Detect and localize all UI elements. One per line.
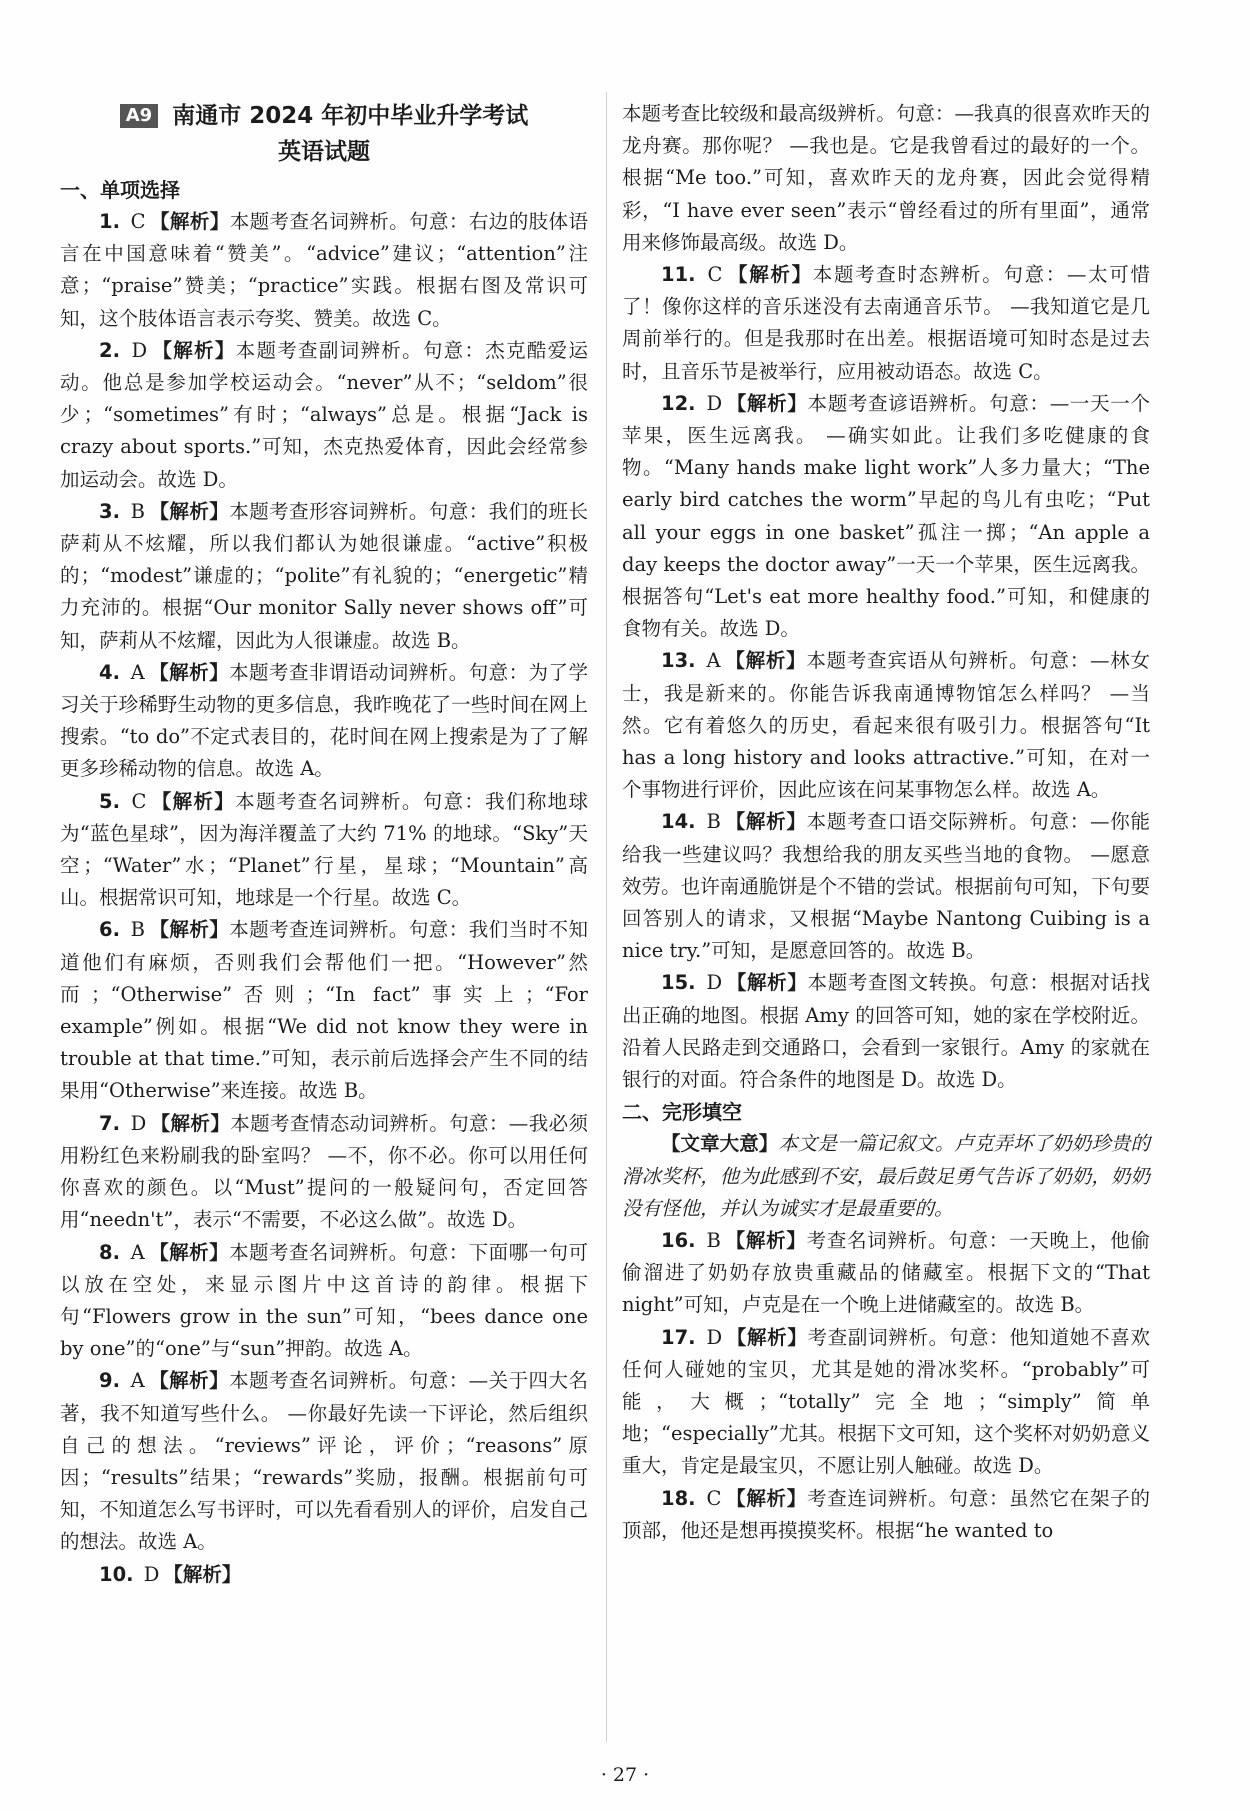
answer-letter: B [130, 918, 145, 942]
answer-item [60, 1365, 588, 1558]
analysis-text: 本题考查名词辨析。句意：—关于四大名著，我不知道写些什么。 —你最好先读一下评论，然后组织自己的想法。“reviews”评论，评价；“reasons”原因；“results”结果；“rewards”奖励，报酬。根据前句可知，不知道怎么写书评时，可以先看看别人的评价，启发自己的想法。故选 A。 [60, 1369, 588, 1554]
item-number: 8. [99, 1240, 120, 1264]
answer-item [60, 496, 588, 657]
answer-letter: B [706, 810, 721, 834]
analysis-tag: 【解析】 [724, 649, 807, 673]
analysis-tag: 【解析】 [163, 1562, 242, 1586]
answer-letter: A [130, 660, 145, 684]
analysis-tag: 【解析】 [725, 1486, 807, 1510]
answer-letter: C [131, 789, 147, 813]
answer-item [622, 1483, 1150, 1547]
answer-item [622, 806, 1150, 967]
item-number: 10. [99, 1562, 134, 1586]
section-badge: A9 [120, 104, 158, 128]
analysis-text: 本题考查图文转换。句意：根据对话找出正确的地图。根据 Amy 的回答可知，她的家在学校附近。沿着人民路走到交通路口，会看到一家银行。Amy 的家就在银行的对面。符合条件的地图是 D。故选 D。 [622, 971, 1150, 1092]
page-number: · 27 · [600, 1764, 650, 1786]
analysis-tag: 【解析】 [151, 338, 236, 362]
analysis-tag: 【解析】 [148, 1369, 230, 1393]
answer-item [60, 1237, 588, 1366]
article-summary [622, 1128, 1150, 1225]
analysis-tag: 【解析】 [148, 660, 230, 684]
analysis-text: 本题考查连词辨析。句意：我们当时不知道他们有麻烦，否则我们会帮他们一把。“However”然而；“Otherwise”否则；“In fact”事实上；“For example”例如。根据“We did not know they were in trouble at that time.”可知，表示前后选择会产生不同的结果用“Otherwise”来连接。故选 B。 [60, 918, 588, 1103]
right-column [622, 98, 1150, 1547]
answer-letter: D [131, 338, 148, 362]
analysis-text: 本题考查谚语辨析。句意：—一天一个苹果，医生远离我。 —确实如此。让我们多吃健康的食物。“Many hands make light work”人多力量大；“The early bird catches the worm”早起的鸟儿有虫吃；“Put all your eggs in one basket”孤注一掷；“An apple a day keeps the doctor away”一天一个苹果，医生远离我。根据答句“Let's eat more healthy food.”可知，和健康的食物有关。故选 D。 [622, 391, 1150, 641]
analysis-tag: 【解析】 [726, 971, 808, 995]
answer-item [60, 1108, 588, 1237]
analysis-tag: 【解析】 [724, 1228, 807, 1252]
item-number: 3. [99, 499, 120, 523]
item-number: 6. [99, 918, 120, 942]
column-divider [606, 92, 607, 1742]
answer-item [622, 1322, 1150, 1483]
answer-letter: D [706, 971, 723, 995]
item-number: 1. [99, 210, 120, 233]
answer-letter: C [130, 210, 146, 233]
answer-item [60, 1559, 588, 1591]
analysis-tag: 【解析】 [148, 918, 230, 942]
analysis-text: 本题考查名词辨析。句意：下面哪一句可以放在空处，来显示图片中这首诗的韵律。根据下句“Flowers grow in the sun”可知，“bees dance one by one”的“one”与“sun”押韵。故选 A。 [60, 1240, 588, 1361]
analysis-text: 本题考查比较级和最高级辨析。句意：—我真的很喜欢昨天的龙舟赛。那你呢？ —我也是。它是我曾看过的最好的一个。根据“Me too.”可知，喜欢昨天的龙舟赛，因此会觉得精彩，“I have ever seen”表示“曾经看过的所有里面”，通常用来修饰最高级。故选 D。 [622, 102, 1150, 254]
analysis-text: 本题考查名词辨析。句意：右边的肢体语言在中国意味着“赞美”。“advice”建议；“attention”注意；“praise”赞美；“practice”实践。根据右图及常识可知，这个肢体语言表示夸奖、赞美。故选 C。 [60, 210, 588, 330]
answer-letter: B [706, 1228, 721, 1252]
exam-subtitle: 英语试题 [278, 139, 370, 165]
answer-letter: D [130, 1111, 147, 1135]
answer-letter: A [130, 1369, 145, 1393]
answer-letter: D [706, 1325, 723, 1349]
analysis-text: 考查名词辨析。句意：一天晚上，他偷偷溜进了奶奶存放贵重藏品的储藏室。根据下文的“That night”可知，卢克是在一个晚上进储藏室的。故选 B。 [622, 1228, 1150, 1317]
item-number: 11. [661, 263, 696, 287]
analysis-text: 本题考查情态动词辨析。句意：—我必须用粉红色来粉刷我的卧室吗？ —不，你不必。你可以用任何你喜欢的颜色。以“Must”提问的一般疑问句，否定回答用“needn't”，表示“不需要，不必这么做”。故选 D。 [60, 1111, 588, 1232]
answer-letter: A [130, 1240, 145, 1264]
analysis-text: 本题考查非谓语动词辨析。句意：为了学习关于珍稀野生动物的更多信息，我昨晚花了一些时间在网上搜索。“to do”不定式表目的，花时间在网上搜索是为了了解更多珍稀动物的信息。故选 A。 [60, 660, 588, 781]
answer-item-continued [622, 98, 1150, 259]
section-heading-single-choice: 一、单项选择 [60, 178, 180, 202]
item-number: 15. [661, 971, 696, 995]
answer-item [60, 335, 588, 496]
answer-letter: C [706, 1486, 722, 1510]
answer-item [622, 1225, 1150, 1322]
item-number: 7. [99, 1111, 120, 1135]
answer-item [622, 967, 1150, 1096]
analysis-tag: 【解析】 [149, 210, 230, 233]
item-number: 2. [99, 338, 120, 362]
analysis-text: 本题考查口语交际辨析。句意：—你能给我一些建议吗？我想给我的朋友买些当地的食物。 —愿意效劳。也许南通脆饼是个不错的尝试。根据前句可知，下句要回答别人的请求，又根据“Maybe Nantong Cuibing is a nice try.”可知，是愿意回答的。故选 B。 [622, 810, 1150, 963]
analysis-text: 本题考查宾语从句辨析。句意：—林女士，我是新来的。你能告诉我南通博物馆怎么样吗？ —当然。它有着悠久的历史，看起来很有吸引力。根据答句“It has a long history and looks attractive.”可知，在对一个事物进行评价，因此应该在问某事物怎么样。故选 A。 [622, 649, 1150, 802]
title-line-1 [60, 98, 588, 134]
analysis-text: 本题考查时态辨析。句意：—太可惜了！像你这样的音乐迷没有去南通音乐节。 —我知道它是几周前举行的。但是我那时在出差。根据语境可知时态是过去时，且音乐节是被举行，应用被动语态。故选 C。 [622, 263, 1150, 383]
analysis-tag: 【解析】 [148, 499, 230, 523]
answer-item [622, 645, 1150, 806]
answer-item [622, 259, 1150, 388]
summary-tag: 【文章大意】 [661, 1132, 779, 1156]
answer-letter: B [130, 499, 145, 523]
item-number: 17. [661, 1325, 696, 1349]
answer-item [60, 786, 588, 915]
analysis-tag: 【解析】 [726, 263, 813, 287]
answer-letter: D [706, 391, 723, 415]
answer-letter: D [143, 1562, 160, 1586]
section-heading-cloze: 二、完形填空 [622, 1100, 742, 1125]
left-column [60, 98, 588, 1591]
analysis-tag: 【解析】 [150, 789, 236, 813]
answer-item [60, 657, 588, 786]
answer-item [60, 914, 588, 1107]
item-number: 13. [661, 649, 696, 673]
analysis-text: 本题考查名词辨析。句意：我们称地球为“蓝色星球”，因为海洋覆盖了大约 71% 的地球。“Sky”天空；“Water”水；“Planet”行星，星球；“Mountain”高山。根据常识可知，地球是一个行星。故选 C。 [60, 789, 588, 910]
exam-title: 南通市 2024 年初中毕业升学考试 [172, 103, 529, 129]
item-number: 18. [661, 1486, 696, 1510]
item-number: 9. [99, 1369, 120, 1393]
answer-letter: C [707, 263, 723, 287]
answer-item [60, 206, 588, 335]
title-block [60, 98, 588, 170]
item-number: 16. [661, 1228, 696, 1252]
answer-item [622, 388, 1150, 646]
analysis-tag: 【解析】 [726, 391, 808, 415]
analysis-text: 考查连词辨析。句意：虽然它在架子的顶部，他还是想再摸摸奖杯。根据“he wanted to [622, 1486, 1150, 1542]
item-number: 4. [99, 660, 120, 684]
analysis-text: 本题考查形容词辨析。句意：我们的班长萨莉从不炫耀，所以我们都认为她很谦虚。“active”积极的；“modest”谦虚的；“polite”有礼貌的；“energetic”精力充沛的。根据“Our monitor Sally never shows off”可知，萨莉从不炫耀，因此为人很谦虚。故选 B。 [60, 499, 588, 652]
answer-letter: A [706, 649, 721, 673]
analysis-tag: 【解析】 [148, 1240, 230, 1264]
analysis-text: 考查副词辨析。句意：他知道她不喜欢任何人碰她的宝贝，尤其是她的滑冰奖杯。“probably”可能，大概；“totally”完全地；“simply”简单地；“especially”尤其。根据下文可知，这个奖杯对奶奶意义重大，肯定是最宝贝，不愿让别人触碰。故选 D。 [622, 1325, 1150, 1478]
analysis-tag: 【解析】 [150, 1111, 231, 1135]
item-number: 5. [99, 789, 120, 813]
item-number: 12. [661, 391, 696, 415]
analysis-tag: 【解析】 [726, 1325, 808, 1349]
summary-text: 本文是一篇记叙文。卢克弄坏了奶奶珍贵的滑冰奖杯，他为此感到不安，最后鼓足勇气告诉了奶奶，奶奶没有怪他，并认为诚实才是最重要的。 [622, 1132, 1150, 1220]
analysis-tag: 【解析】 [724, 810, 807, 834]
analysis-text: 本题考查副词辨析。句意：杰克酷爱运动。他总是参加学校运动会。“never”从不；“seldom”很少；“sometimes”有时；“always”总是。根据“Jack is crazy about sports.”可知，杰克热爱体育，因此会经常参加运动会。故选 D。 [60, 338, 588, 491]
item-number: 14. [661, 810, 696, 834]
